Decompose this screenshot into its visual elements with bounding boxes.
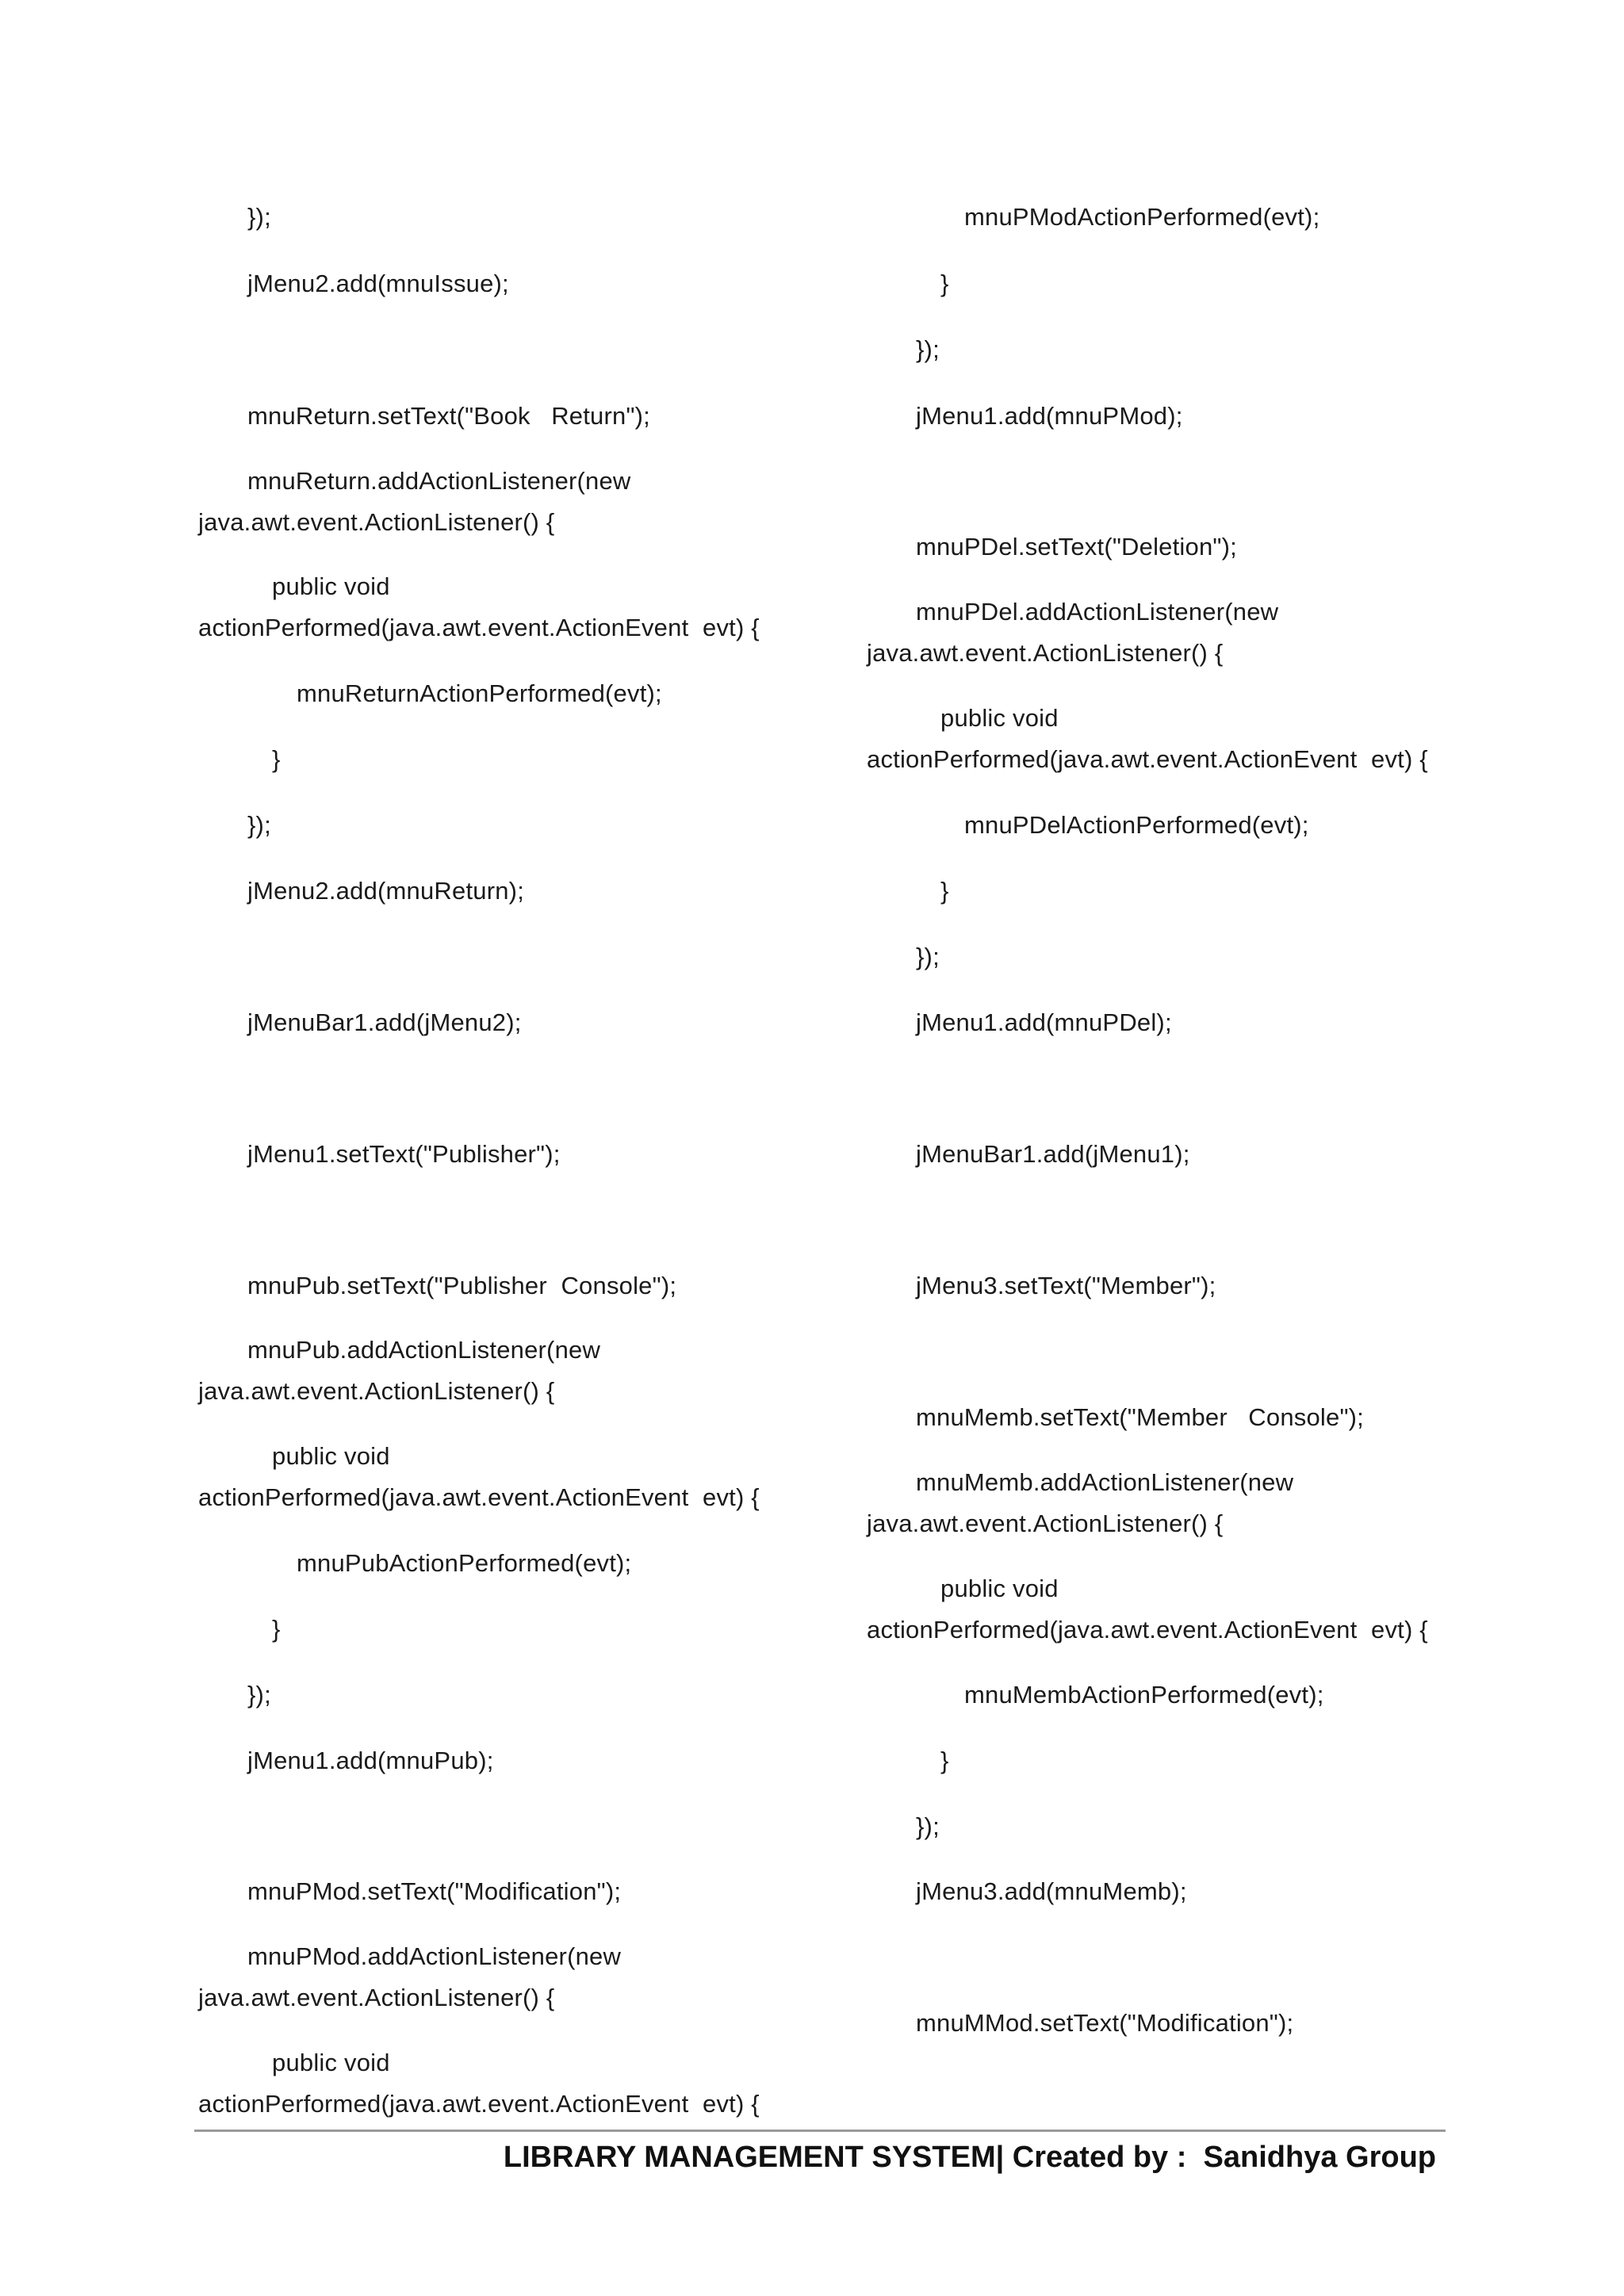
code-line: mnuPub.addActionListener(new <box>247 1336 601 1364</box>
code-column-right <box>856 0 1624 2141</box>
code-line: jMenu1.setText("Publisher"); <box>247 1140 561 1168</box>
code-line: mnuPDel.addActionListener(new <box>916 598 1279 626</box>
code-line: mnuPDelActionPerformed(evt); <box>964 811 1309 839</box>
code-line: jMenu2.add(mnuReturn); <box>247 877 525 905</box>
code-line: } <box>272 745 281 773</box>
code-line: mnuMMod.setText("Modification"); <box>916 2009 1294 2037</box>
code-line: actionPerformed(java.awt.event.ActionEvent evt) { <box>867 745 1428 773</box>
code-line: } <box>272 1615 281 1643</box>
code-line: public void <box>272 572 390 600</box>
code-line: } <box>940 877 949 905</box>
code-line: jMenu1.add(mnuPub); <box>247 1747 494 1774</box>
code-line: }); <box>916 1812 940 1840</box>
code-line: }); <box>247 1681 271 1709</box>
code-line: } <box>940 270 949 297</box>
code-column-left <box>0 0 856 2141</box>
code-line: actionPerformed(java.awt.event.ActionEvent evt) { <box>867 1616 1428 1644</box>
code-line: mnuMemb.addActionListener(new <box>916 1468 1294 1496</box>
code-line: jMenu1.add(mnuPMod); <box>916 402 1183 430</box>
code-line: java.awt.event.ActionListener() { <box>867 1510 1224 1537</box>
code-line: jMenu1.add(mnuPDel); <box>916 1008 1172 1036</box>
code-line: mnuReturnActionPerformed(evt); <box>297 679 662 707</box>
code-line: java.awt.event.ActionListener() { <box>198 1377 555 1405</box>
code-line: mnuPMod.addActionListener(new <box>247 1942 622 1970</box>
code-line: } <box>940 1747 949 1774</box>
code-line: java.awt.event.ActionListener() { <box>867 639 1224 667</box>
code-line: jMenu3.setText("Member"); <box>916 1272 1216 1299</box>
code-line: jMenuBar1.add(jMenu1); <box>916 1140 1190 1168</box>
code-line: jMenuBar1.add(jMenu2); <box>247 1008 522 1036</box>
code-line: mnuPub.setText("Publisher Console"); <box>247 1272 677 1299</box>
code-line: public void <box>272 2049 390 2076</box>
code-line: }); <box>247 203 271 231</box>
code-line: }); <box>916 335 940 363</box>
code-line: public void <box>940 1575 1059 1602</box>
code-line: java.awt.event.ActionListener() { <box>198 508 555 536</box>
code-line: mnuPubActionPerformed(evt); <box>297 1549 632 1577</box>
footer-title: LIBRARY MANAGEMENT SYSTEM| Created by : Sanidhya Group <box>503 2141 1436 2174</box>
code-line: actionPerformed(java.awt.event.ActionEvent evt) { <box>198 1483 760 1511</box>
code-line: mnuMembActionPerformed(evt); <box>964 1681 1324 1709</box>
code-line: }); <box>916 943 940 970</box>
code-line: mnuReturn.addActionListener(new <box>247 467 631 495</box>
code-line: mnuReturn.setText("Book Return"); <box>247 402 650 430</box>
code-line: public void <box>272 1442 390 1470</box>
code-line: mnuPMod.setText("Modification"); <box>247 1877 622 1905</box>
code-line: jMenu2.add(mnuIssue); <box>247 270 509 297</box>
code-line: java.awt.event.ActionListener() { <box>198 1984 555 2011</box>
code-line: mnuPModActionPerformed(evt); <box>964 203 1320 231</box>
code-line: actionPerformed(java.awt.event.ActionEvent evt) { <box>198 2090 760 2118</box>
code-line: public void <box>940 704 1059 732</box>
code-line: mnuPDel.setText("Deletion"); <box>916 533 1237 561</box>
code-line: }); <box>247 811 271 839</box>
code-line: actionPerformed(java.awt.event.ActionEvent evt) { <box>198 614 760 641</box>
code-line: mnuMemb.setText("Member Console"); <box>916 1403 1364 1431</box>
footer-divider <box>194 2130 1446 2132</box>
code-line: jMenu3.add(mnuMemb); <box>916 1877 1187 1905</box>
